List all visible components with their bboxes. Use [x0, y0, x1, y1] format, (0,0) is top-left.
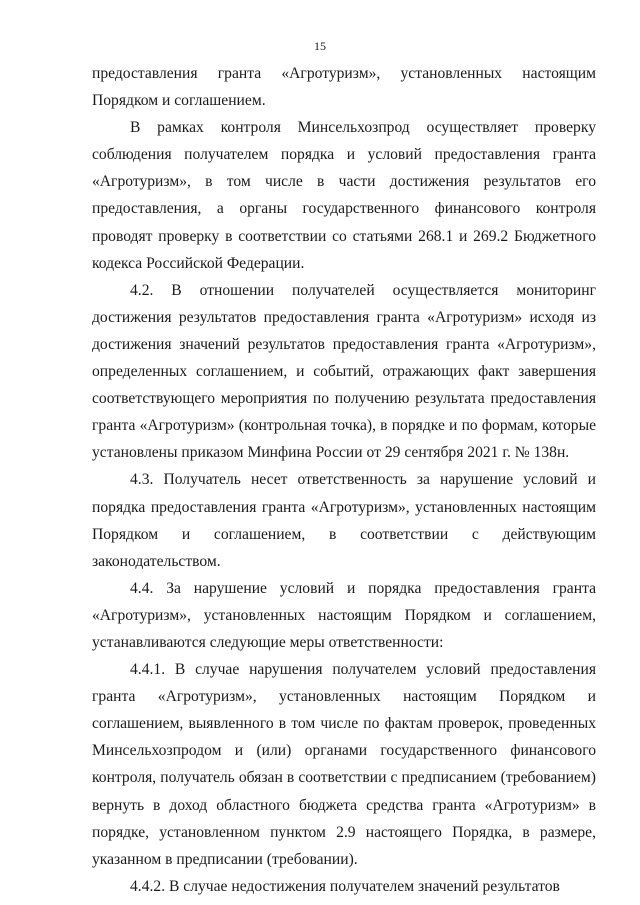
paragraph-4-4: 4.4. За нарушение условий и порядка предоставления гранта «Агротуризм», установленных настоящим Порядком и соглашением, устанавливаются следующие меры ответственности: [92, 579, 596, 651]
document-body [92, 60, 596, 900]
paragraph-4-4-2: 4.4.2. В случае недостижения получателем значений результатов [130, 877, 560, 895]
paragraph-control: В рамках контроля Минсельхозпрод осуществляет проверку соблюдения получателем порядка и условий предоставления гранта «Агротуризм», в том числе в части достижения результатов его предоставления, а органы государственного финансового контроля проводят проверку в соответствии со статьями 268.1 и 269.2 Бюджетного кодекса Российской Федерации. [92, 119, 596, 272]
paragraph-4-4-1: 4.4.1. В случае нарушения получателем условий предоставления гранта «Агротуризм», установленных настоящим Порядком и соглашением, выявленного в том числе по фактам проверок, проведенных Минсельхозпродом и (или) органами государственного финансового контроля, получатель обязан в соответствии с предписанием (требованием) вернуть в доход областного бюджета средства гранта «Агротуризм» в порядке, установленном пунктом 2.9 настоящего Порядка, в размере, указанном в предписании (требовании). [92, 661, 596, 868]
paragraph-4-2: 4.2. В отношении получателей осуществляется мониторинг достижения результатов предоставления гранта «Агротуризм» исходя из достижения значений результатов предоставления гранта «Агротуризм», определенных соглашением, и событий, отражающих факт завершения соответствующего мероприятия по получению результата предоставления гранта «Агротуризм» (контрольная точка), в порядке и по формам, которые установлены приказом Минфина России от 29 сентября 2021 г. № 138н. [92, 281, 596, 462]
paragraph-4-3: 4.3. Получатель несет ответственность за нарушение условий и порядка предоставления гранта «Агротуризм», установленных настоящим Порядком и соглашением, в соответствии с действующим законодательством. [92, 471, 596, 570]
paragraph-continuation: предоставления гранта «Агротуризм», установленных настоящим Порядком и соглашением. [92, 65, 596, 110]
page-number: 15 [314, 39, 326, 53]
